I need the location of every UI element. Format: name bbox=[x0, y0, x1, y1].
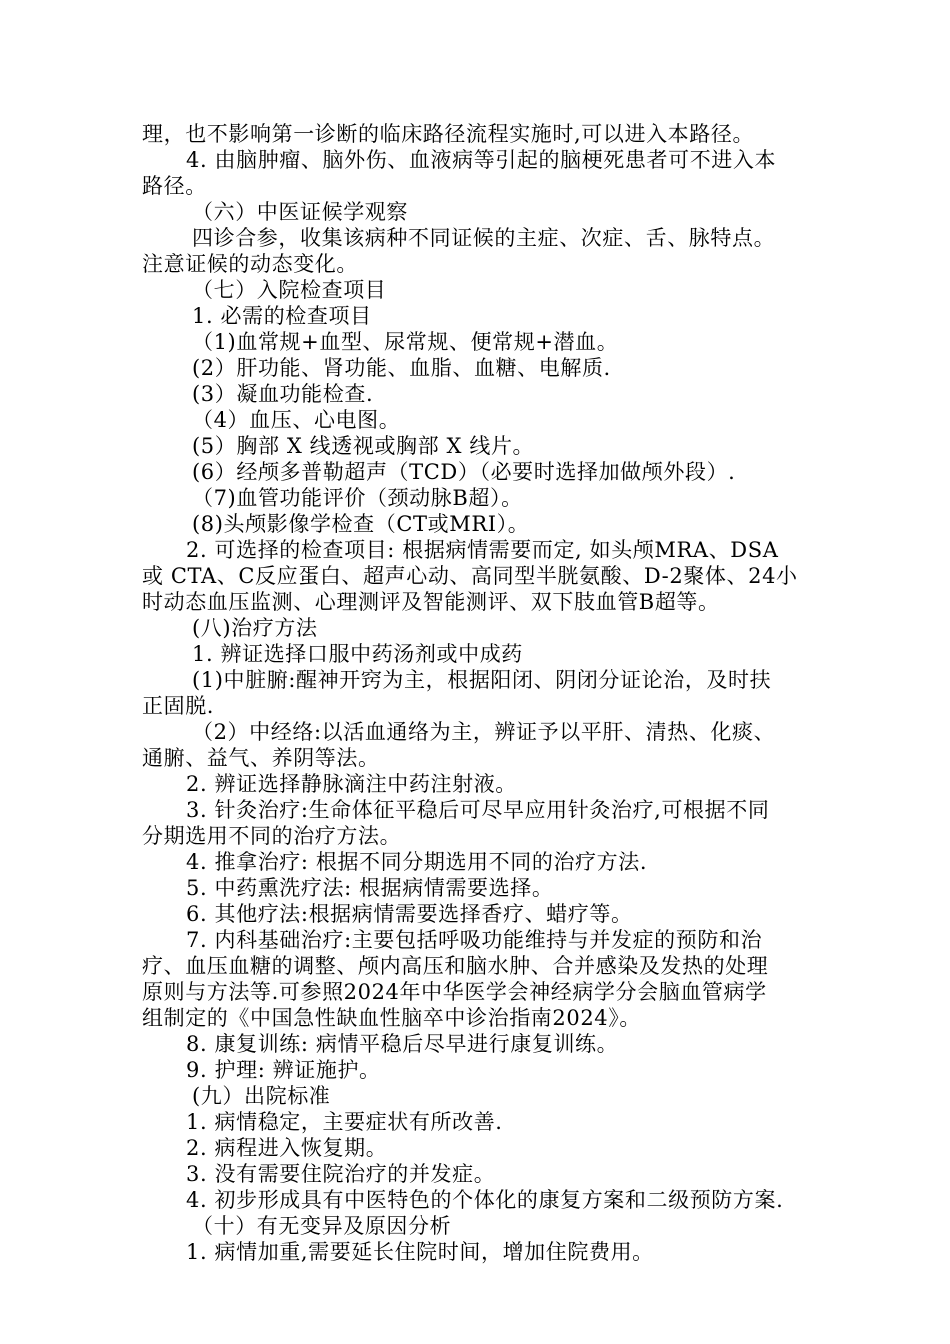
text-line: (3）凝血功能检查. bbox=[192, 382, 374, 406]
text-line: 3. 针灸治疗:生命体征平稳后可尽早应用针灸治疗,可根据不同 bbox=[186, 798, 770, 822]
text-line: (5）胸部 X 线透视或胸部 X 线片。 bbox=[192, 434, 535, 458]
text-line: （1)血常规+血型、尿常规、便常规+潜血。 bbox=[192, 330, 619, 354]
text-line: 4. 推拿治疗: 根据不同分期选用不同的治疗方法. bbox=[186, 850, 648, 874]
text-line: （十）有无变异及原因分析 bbox=[192, 1214, 452, 1238]
text-line: 原则与方法等.可参照2024年中华医学会神经病学分会脑血管病学 bbox=[142, 980, 767, 1004]
text-line: 或 CTA、C反应蛋白、超声心动、高同型半胱氨酸、D-2聚体、24小 bbox=[142, 564, 798, 588]
text-line: (6）经颅多普勒超声（TCD）（必要时选择加做颅外段）. bbox=[192, 460, 736, 484]
text-line: 1. 病情稳定，主要症状有所改善. bbox=[186, 1110, 503, 1134]
text-line: 分期选用不同的治疗方法。 bbox=[142, 824, 402, 848]
text-line: （7)血管功能评价（颈动脉B超）。 bbox=[192, 486, 523, 510]
document-body bbox=[142, 121, 808, 1265]
text-line: (九）出院标准 bbox=[192, 1084, 331, 1108]
text-line: (2）肝功能、肾功能、血脂、血糖、电解质. bbox=[192, 356, 611, 380]
text-line: 四诊合参，收集该病种不同证候的主症、次症、舌、脉特点。 bbox=[192, 226, 776, 250]
text-line: (八)治疗方法 bbox=[192, 616, 318, 640]
text-line: 7. 内科基础治疗:主要包括呼吸功能维持与并发症的预防和治 bbox=[186, 928, 763, 952]
text-line: 时动态血压监测、心理测评及智能测评、双下肢血管B超等。 bbox=[142, 590, 720, 614]
text-line: (1)中脏腑:醒神开窍为主，根据阳闭、阴闭分证论治，及时扶 bbox=[192, 668, 772, 692]
text-line: 4. 初步形成具有中医特色的个体化的康复方案和二级预防方案. bbox=[186, 1188, 784, 1212]
text-line: （七）入院检查项目 bbox=[192, 278, 387, 302]
text-line: （4）血压、心电图。 bbox=[192, 408, 401, 432]
text-line: 2. 可选择的检查项目: 根据病情需要而定, 如头颅MRA、DSA bbox=[186, 538, 779, 562]
text-line: 1. 病情加重,需要延长住院时间，增加住院费用。 bbox=[186, 1240, 654, 1264]
text-line: （六）中医证候学观察 bbox=[192, 200, 408, 224]
text-line: 疗、血压血糖的调整、颅内高压和脑水肿、合并感染及发热的处理 bbox=[142, 954, 769, 978]
text-line: 3. 没有需要住院治疗的并发症。 bbox=[186, 1162, 496, 1186]
text-line: 注意证候的动态变化。 bbox=[142, 252, 358, 276]
text-line: 通腑、益气、养阴等法。 bbox=[142, 746, 380, 770]
text-line: 5. 中药熏洗疗法: 根据病情需要选择。 bbox=[186, 876, 554, 900]
text-line: 1. 必需的检查项目 bbox=[192, 304, 372, 328]
text-line: 正固脱. bbox=[142, 694, 215, 718]
text-line: 6. 其他疗法:根据病情需要选择香疗、蜡疗等。 bbox=[186, 902, 633, 926]
text-line: 理，也不影响第一诊断的临床路径流程实施时,可以进入本路径。 bbox=[142, 122, 755, 146]
text-line: 1. 辨证选择口服中药汤剂或中成药 bbox=[192, 642, 523, 666]
text-line: （2）中经络:以活血通络为主，辨证予以平肝、清热、化痰、 bbox=[192, 720, 776, 744]
text-line: 9. 护理: 辨证施护。 bbox=[186, 1058, 381, 1082]
text-line: 2. 辨证选择静脉滴注中药注射液。 bbox=[186, 772, 517, 796]
text-line: 2. 病程进入恢复期。 bbox=[186, 1136, 388, 1160]
text-line: (8)头颅影像学检查（CT或MRI）。 bbox=[192, 512, 530, 536]
text-line: 组制定的《中国急性缺血性脑卒中诊治指南2024》。 bbox=[142, 1006, 641, 1030]
text-line: 8. 康复训练: 病情平稳后尽早进行康复训练。 bbox=[186, 1032, 619, 1056]
text-line: 路径。 bbox=[142, 174, 207, 198]
text-line: 4. 由脑肿瘤、脑外伤、血液病等引起的脑梗死患者可不进入本 bbox=[186, 148, 777, 172]
